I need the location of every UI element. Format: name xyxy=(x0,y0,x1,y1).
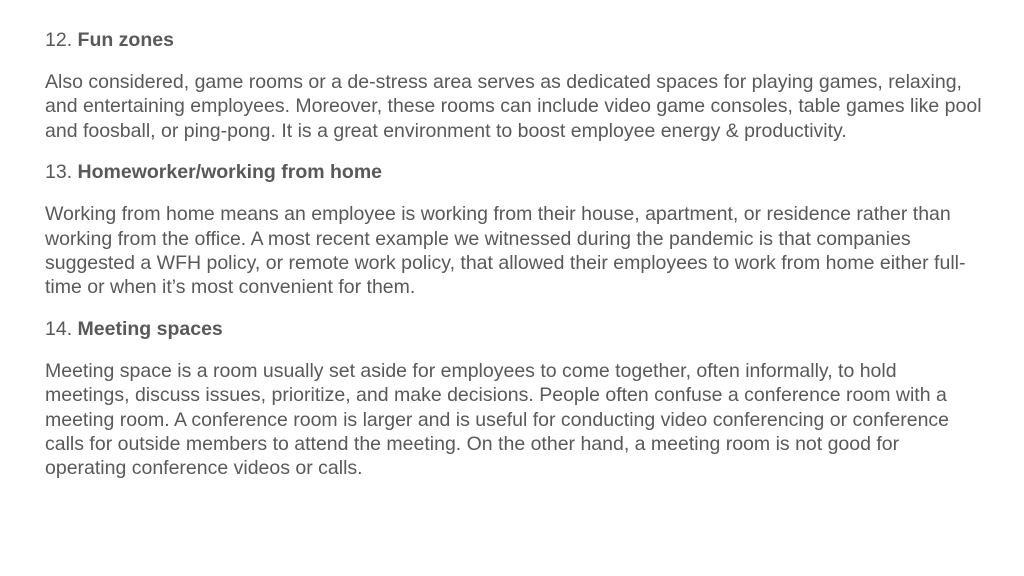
section-working-from-home xyxy=(45,160,984,300)
section-heading xyxy=(45,160,984,184)
section-title: Homeworker/working from home xyxy=(77,161,382,184)
section-body: Meeting space is a room usually set aside for employees to come together, often informally, to hold meetings, discuss issues, prioritize, and make decisions. People often confuse a conference room with a meeting room. A conference room is larger and is useful for conducting video conferencing or conference calls for outside members to attend the meeting. On the other hand, a meeting room is not good for operating conference videos or calls. xyxy=(45,359,950,480)
section-number: 12. xyxy=(45,29,73,51)
section-title: Meeting spaces xyxy=(77,317,223,340)
section-fun-zones xyxy=(45,28,984,143)
section-number: 14. xyxy=(45,317,73,340)
section-title: Fun zones xyxy=(77,29,174,51)
section-heading xyxy=(45,317,984,341)
section-body: Working from home means an employee is working from their house, apartment, or residence rather than working from the office. A most recent example we witnessed during the pandemic is that companies suggested a WFH policy, or remote work policy, that allowed their employees to work from home either full-time or when it’s most convenient for them. xyxy=(45,203,966,299)
section-meeting-spaces xyxy=(45,317,984,481)
section-body: Also considered, game rooms or a de-stress area serves as dedicated spaces for playing games, relaxing, and entertaining employees. Moreover, these rooms can include video game consoles, table games like pool and foosball, or ping-pong. It is a great environment to boost employee energy & productivity. xyxy=(45,71,982,142)
section-heading xyxy=(45,28,984,52)
section-number: 13. xyxy=(45,161,73,184)
